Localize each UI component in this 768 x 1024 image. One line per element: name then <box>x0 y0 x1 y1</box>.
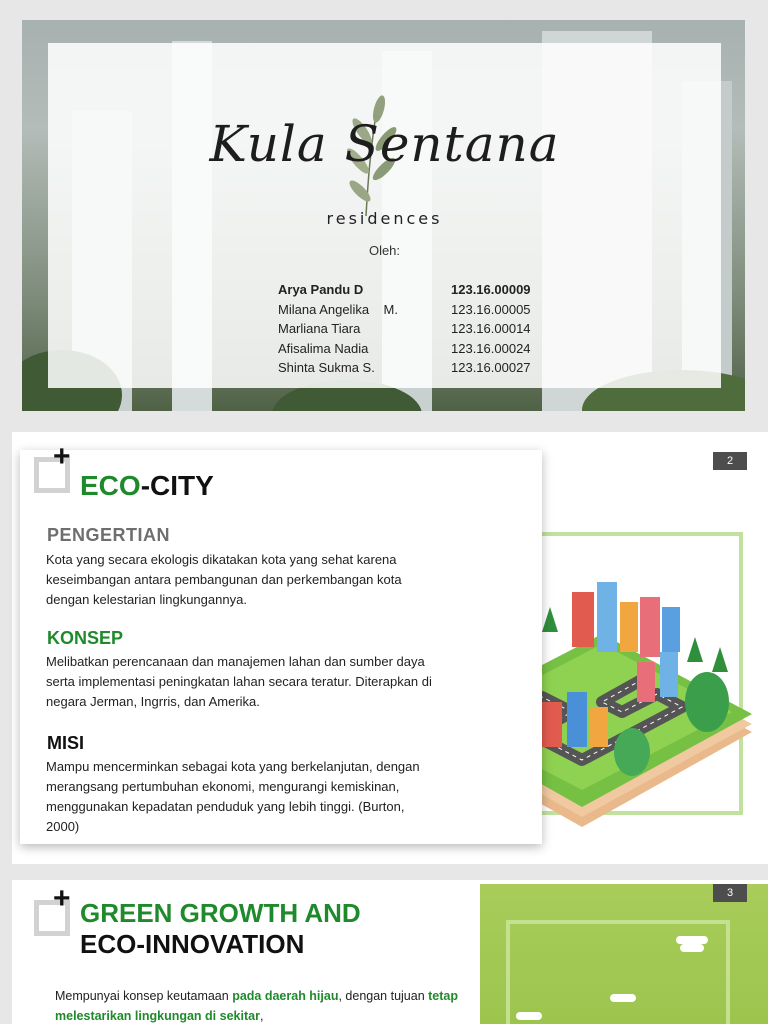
member-id: 123.16.00009 <box>451 282 531 297</box>
section-heading: KONSEP <box>47 628 124 648</box>
illustration-panel <box>480 884 768 1024</box>
member-row <box>278 319 578 339</box>
member-row <box>278 280 578 300</box>
page-number-badge: 3 <box>713 884 747 902</box>
title-highlight: ECO <box>80 470 141 501</box>
member-id: 123.16.00024 <box>451 340 531 356</box>
member-id: 123.16.00027 <box>451 360 531 375</box>
body-text-part: , <box>259 1009 264 1023</box>
member-id: 123.16.00005 <box>451 301 531 317</box>
title-rest: -CITY <box>140 470 214 501</box>
section-heading: MISI <box>47 733 85 753</box>
logo-wordmark: Kula Sentana <box>209 115 560 173</box>
title-line-1: GREEN GROWTH AND <box>80 898 361 928</box>
eco-city-slide <box>12 432 768 864</box>
logo-subtitle: residences <box>326 209 443 228</box>
body-text-part: , dengan tujuan <box>338 989 429 1003</box>
section-heading: PENGERTIAN <box>47 525 171 545</box>
cover-slide <box>22 20 745 411</box>
member-list <box>278 280 578 378</box>
section-text: Kota yang secara ekologis dikatakan kota yang sehat karena keseimbangan antara pembangunan dan perkembangan kota dengan kelestarian lingkungannya. <box>46 552 402 607</box>
cloud-shape <box>676 936 708 944</box>
section-text: Mampu mencerminkan sebagai kota yang berkelanjutan, dengan merangsang pertumbuhan ekonomi, mengurangi kemiskinan, menggunakan kepadatan penduduk yang lebih tinggi. (Burton, 2000) <box>46 759 420 834</box>
slide-title <box>80 470 214 502</box>
text-card <box>20 440 542 844</box>
member-id: 123.16.00014 <box>451 321 531 336</box>
cover-card <box>48 43 721 388</box>
body-text-highlight: pada daerah hijau <box>232 989 339 1003</box>
body-text <box>55 986 475 1024</box>
member-name: Milana Angelika M. <box>278 301 398 317</box>
by-label: Oleh: <box>368 243 401 258</box>
body-text-highlight: tetap melestarikan lingkungan di sekitar <box>55 989 459 1023</box>
member-name: Afisalima Nadia <box>278 340 369 356</box>
title-line-2: ECO-INNOVATION <box>80 929 305 959</box>
cloud-shape <box>680 944 704 952</box>
member-name: Shinta Sukma S. <box>278 360 375 375</box>
member-name: Arya Pandu D <box>278 282 364 297</box>
cloud-shape <box>516 1012 542 1020</box>
member-name: Marliana Tiara <box>278 321 361 336</box>
member-row <box>278 358 578 378</box>
body-text-part: Mempunyai konsep keutamaan <box>55 989 233 1003</box>
member-row <box>278 339 578 359</box>
page-number-badge: 2 <box>713 452 747 470</box>
slide-title <box>80 898 361 960</box>
member-row <box>278 300 578 320</box>
plus-icon: + <box>53 440 71 473</box>
cloud-shape <box>610 994 636 1002</box>
plus-icon: + <box>53 882 71 915</box>
brand-logo <box>48 95 721 205</box>
green-growth-slide <box>12 880 768 1024</box>
section-text: Melibatkan perencanaan dan manajemen lahan dan sumber daya serta implementasi peningkatan lahan secara teratur. Diterapkan di negara Jerman, Ingrris, dan Amerika. <box>46 654 432 709</box>
